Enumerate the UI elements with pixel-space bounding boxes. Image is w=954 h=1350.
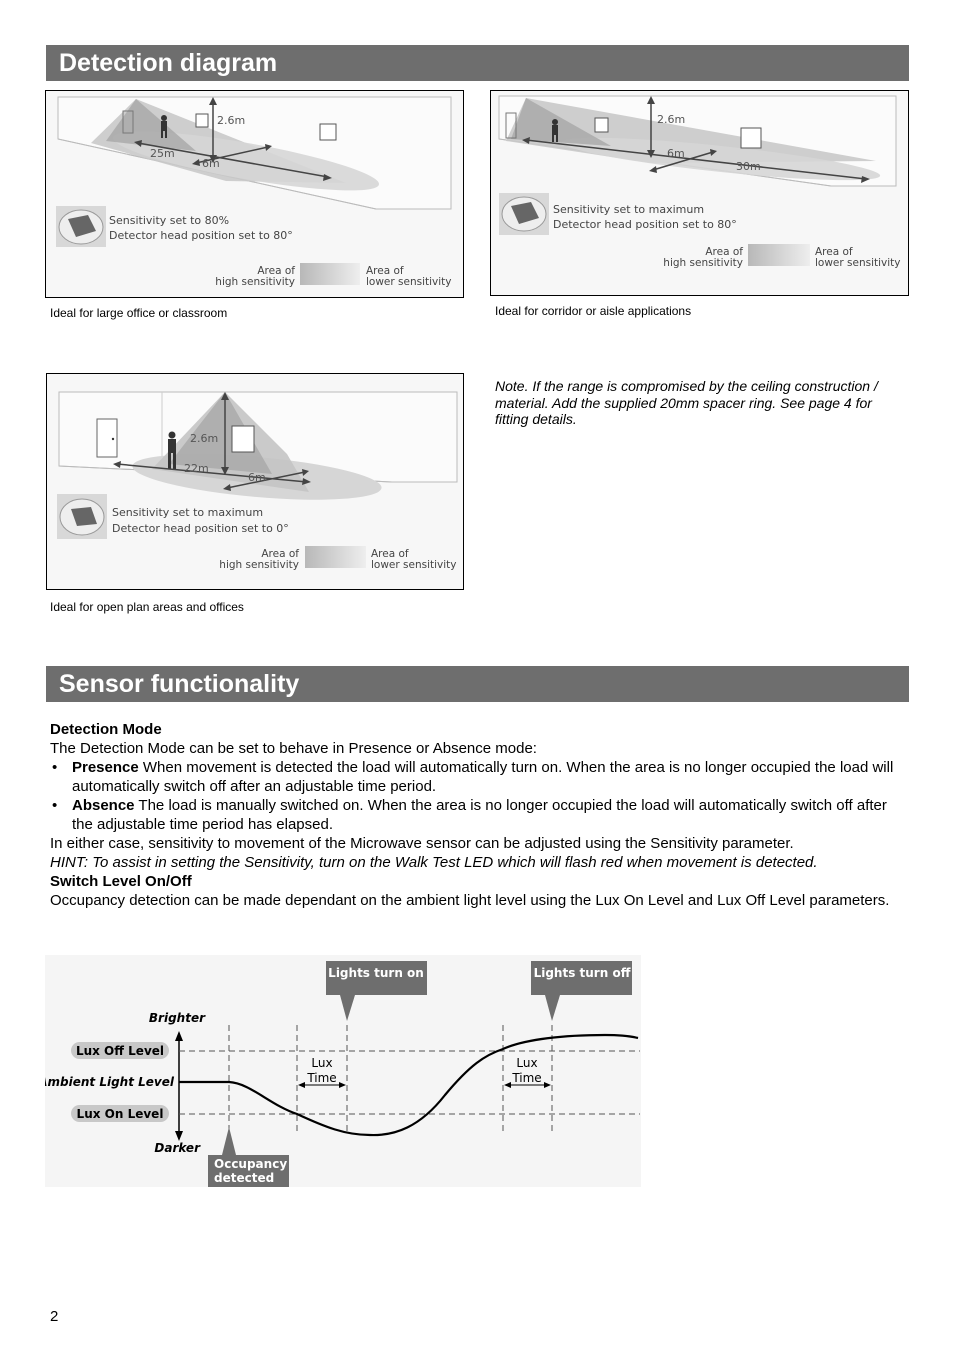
- legend-high-1: Area of: [261, 548, 299, 560]
- detection-mode-heading: Detection Mode: [50, 721, 162, 738]
- sensitivity-text: Sensitivity set to maximum: [553, 203, 705, 216]
- sensitivity-text: Sensitivity set to 80%: [109, 214, 230, 227]
- sensitivity-text: Sensitivity set to maximum: [112, 506, 264, 519]
- legend-low-2: lower sensitivity: [366, 276, 452, 288]
- width-label: 6m: [667, 147, 685, 160]
- legend-high-2: high sensitivity: [219, 559, 299, 571]
- sensor-functionality-body: [50, 720, 900, 910]
- caption-corridor: Ideal for corridor or aisle applications: [495, 304, 692, 318]
- detection-diagram-office: [45, 90, 464, 298]
- legend-low-2: lower sensitivity: [815, 257, 901, 269]
- lights-off-callout: Lights turn off: [533, 966, 631, 980]
- switch-level-text: Occupancy detection can be made dependant on the ambient light level using the Lux On Level and Lux Off Level parameters.: [50, 892, 890, 909]
- presence-term: Presence: [72, 759, 139, 776]
- legend-low-1: Area of: [371, 548, 409, 560]
- head-position-text: Detector head position set to 0°: [112, 522, 289, 535]
- sensitivity-gradient: [748, 244, 810, 266]
- lux-level-diagram: [45, 955, 645, 1195]
- head-position-text: Detector head position set to 80°: [109, 229, 293, 242]
- legend-low-1: Area of: [815, 246, 853, 258]
- legend-high-1: Area of: [705, 246, 743, 258]
- list-item-presence: [50, 758, 900, 796]
- switch-level-heading: Switch Level On/Off: [50, 873, 192, 890]
- sensitivity-gradient: [300, 263, 360, 285]
- detector-photo-icon: [57, 494, 107, 539]
- range-label: 22m: [184, 462, 209, 475]
- caption-open-plan: Ideal for open plan areas and offices: [50, 600, 244, 614]
- height-label: 2.6m: [217, 114, 246, 127]
- lux-time-2a: Lux: [516, 1056, 538, 1070]
- darker-label: Darker: [154, 1141, 200, 1155]
- detection-mode-intro: The Detection Mode can be set to behave in Presence or Absence mode:: [50, 740, 537, 757]
- list-item-absence: [50, 796, 900, 834]
- ambient-light-label: Ambient Light Level: [45, 1075, 174, 1089]
- lights-on-callout: Lights turn on: [328, 966, 424, 980]
- lux-time-1a: Lux: [311, 1056, 333, 1070]
- range-label: 30m: [736, 160, 761, 173]
- spacer-ring-note: Note. If the range is compromised by the ceiling construction / material. Add the supplied 20mm spacer ring. See page 4 for fitting details.: [495, 378, 878, 427]
- detection-diagram-corridor: [490, 90, 909, 296]
- occupancy-callout-1: Occupancy: [214, 1157, 288, 1171]
- legend-high-2: high sensitivity: [663, 257, 743, 269]
- mode-list: [50, 758, 900, 834]
- lux-time-2b: Time: [512, 1071, 542, 1085]
- absence-term: Absence: [72, 797, 135, 814]
- width-label: 6m: [248, 471, 266, 484]
- detector-photo-icon: [56, 206, 106, 247]
- sensor-functionality-heading: Sensor functionality: [46, 666, 909, 702]
- height-label: 2.6m: [190, 432, 219, 445]
- head-position-text: Detector head position set to 80°: [553, 218, 737, 231]
- occupancy-callout-2: detected: [214, 1171, 275, 1185]
- detector-photo-icon: [499, 193, 549, 235]
- sensitivity-gradient: [305, 546, 366, 568]
- legend-high-2: high sensitivity: [215, 276, 295, 288]
- lux-on-level-label: Lux On Level: [76, 1107, 164, 1121]
- lux-off-level-label: Lux Off Level: [75, 1044, 165, 1058]
- brighter-label: Brighter: [148, 1011, 205, 1025]
- width-label: 6m: [202, 157, 220, 170]
- range-label: 25m: [150, 147, 175, 160]
- detection-diagram-open-plan: [46, 373, 464, 590]
- presence-text: When movement is detected the load will automatically turn on. When the area is no longer occupied the load will automatically switch off after an adjustable time period.: [72, 759, 894, 795]
- absence-text: The load is manually switched on. When the area is no longer occupied the load will automatically switch off after the adjustable time period has elapsed.: [72, 797, 887, 833]
- sensitivity-paragraph: In either case, sensitivity to movement of the Microwave sensor can be adjusted using the Sensitivity parameter.: [50, 835, 794, 852]
- legend-high-1: Area of: [257, 265, 295, 277]
- lux-time-1b: Time: [307, 1071, 337, 1085]
- caption-office: Ideal for large office or classroom: [50, 306, 228, 320]
- legend-low-1: Area of: [366, 265, 404, 277]
- height-label: 2.6m: [657, 113, 686, 126]
- walk-test-hint: HINT: To assist in setting the Sensitivity, turn on the Walk Test LED which will flash red when movement is detected.: [50, 854, 818, 871]
- page-number: 2: [50, 1308, 59, 1325]
- detection-diagram-heading: Detection diagram: [46, 45, 909, 81]
- legend-low-2: lower sensitivity: [371, 559, 457, 571]
